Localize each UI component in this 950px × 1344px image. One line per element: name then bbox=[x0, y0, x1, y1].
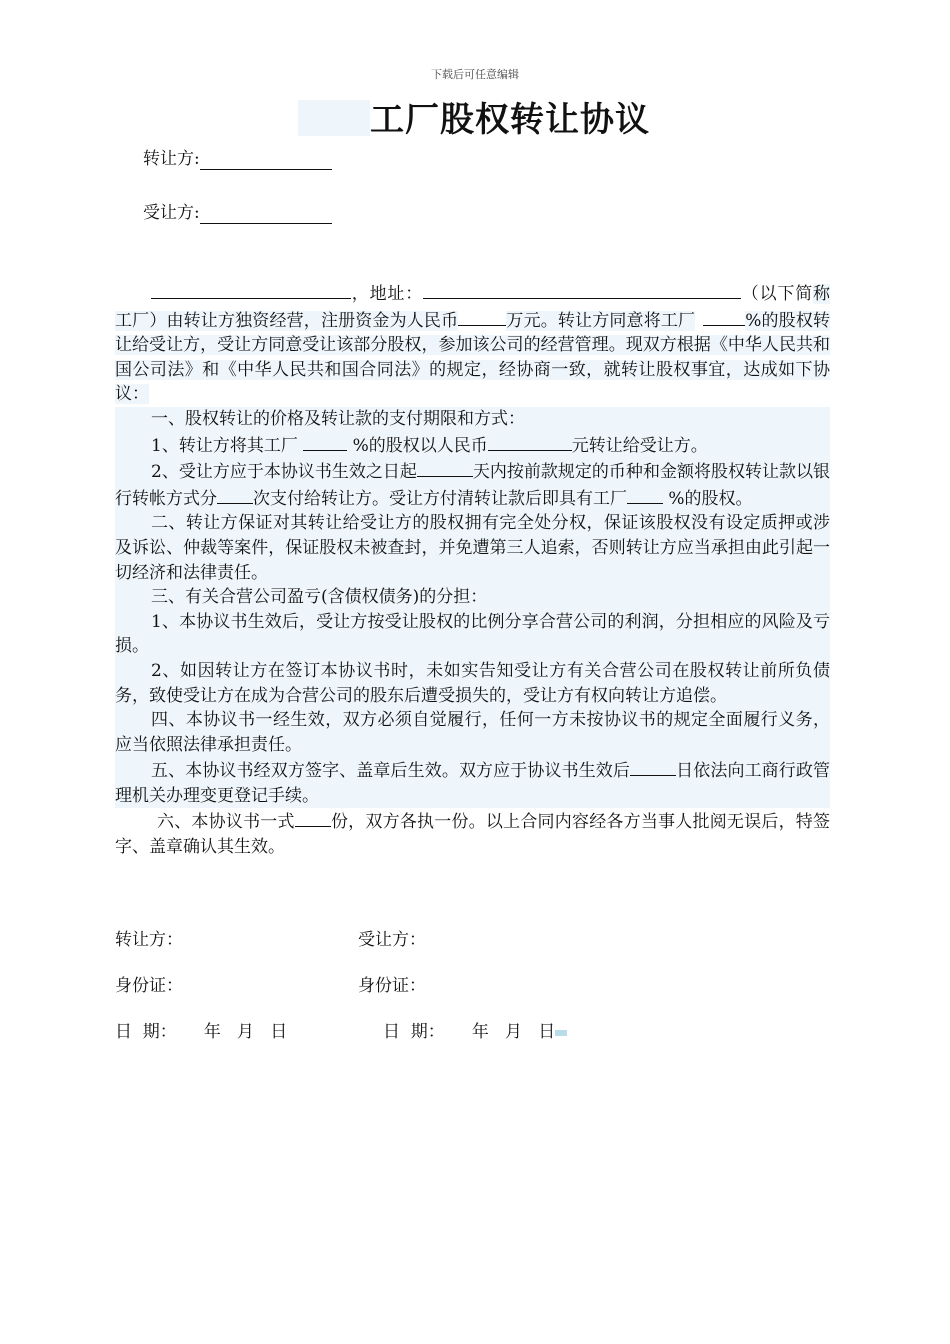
clause-1-2-pct-blank[interactable] bbox=[627, 485, 663, 504]
transferee-blank[interactable] bbox=[200, 205, 332, 224]
clause-6-a: 六、本协议书一式 bbox=[157, 812, 295, 833]
header-note: 下载后可任意编辑 bbox=[431, 68, 519, 81]
sig-transferor: 转让方： bbox=[115, 930, 183, 950]
title-block bbox=[298, 100, 650, 140]
clause-1-1-b: %的股权以人民币 bbox=[352, 435, 488, 456]
clause-1-1-price-blank[interactable] bbox=[488, 432, 572, 451]
transferor-label: 转让方: bbox=[143, 149, 200, 169]
sig-date-right-text: 日 期： 年 月 日 bbox=[383, 1022, 556, 1042]
clause-1-1 bbox=[115, 432, 830, 459]
clause-1-2 bbox=[115, 458, 830, 511]
address-blank[interactable] bbox=[423, 280, 741, 299]
agreement-body bbox=[115, 280, 830, 860]
clause-1-1-a: 1、转让方将其工厂 bbox=[151, 435, 298, 456]
clause-6-b: 份，双方各执一份。以上合同内容经各方当事人批阅无误后，特签字、盖章确认其生效。 bbox=[115, 812, 831, 858]
clause-5-b: 日依法向工商行政管理机关办理变更登记手续。 bbox=[115, 761, 831, 806]
clause-6 bbox=[115, 808, 830, 859]
clause-2: 二、转让方保证对其转让给受让方的股权拥有完全处分权，保证该股权没有设定质押或涉及诉讼、仲裁等案件，保证股权未被查封，并免遭第三人追索，否则转让方应当承担由此引起一切经济和法律责任。 bbox=[115, 511, 830, 585]
clause-1-1-pct-blank[interactable] bbox=[303, 432, 347, 451]
intro-capital: 称工厂）由转让方独资经营，注册资金为人民币 bbox=[115, 284, 830, 331]
sig-id-right: 身份证： bbox=[358, 976, 426, 996]
clause-5 bbox=[115, 757, 830, 808]
clause-1-2-a: 2、受让方应于本协议书生效之日起 bbox=[151, 462, 417, 483]
clause-3-1: 1、本协议书生效后，受让方按受让股权的比例分享合营公司的利润，分担相应的风险及亏损。 bbox=[115, 610, 830, 659]
clause-3-2: 2、如因转让方在签订本协议书时，未如实告知受让方有关合营公司在股权转让前所负债务，致使受让方在成为合营公司的股东后遭受损失的，受让方有权向转让方追偿。 bbox=[115, 659, 830, 708]
sig-id-left: 身份证： bbox=[115, 976, 183, 996]
transferor-line bbox=[143, 148, 332, 170]
transferor-blank[interactable] bbox=[200, 151, 332, 170]
clause-4: 四、本协议书一经生效，双方必须自觉履行，任何一方未按协议书的规定全面履行义务，应当依照法律承担责任。 bbox=[115, 708, 830, 757]
percent-blank[interactable] bbox=[703, 307, 745, 326]
intro-percent: %的股权转让给受让方，受让方同意受让该部分股权，参加该公司的经营管理。现双方根据《中华人民共和国公司法》和《中华人民共和国合同法》的规定，经协商一致，就转让股权事宜，达成如下协议： bbox=[115, 310, 831, 405]
clause-3-title: 三、有关合营公司盈亏(含债权债务)的分担： bbox=[115, 585, 830, 610]
clause-1-1-c: 元转让给受让方。 bbox=[571, 435, 708, 456]
clause-6-copies-blank[interactable] bbox=[295, 808, 331, 827]
intro-paragraph bbox=[115, 280, 830, 407]
transferee-line bbox=[143, 202, 332, 224]
clause-1-2-days-blank[interactable] bbox=[417, 458, 473, 477]
sig-date-left: 日 期： 年 月 日 bbox=[115, 1022, 288, 1042]
cursor-mark bbox=[555, 1030, 567, 1036]
transferee-label: 受让方: bbox=[143, 203, 200, 223]
clause-1-title: 一、股权转让的价格及转让款的支付期限和方式： bbox=[115, 407, 830, 432]
title-highlight bbox=[298, 100, 370, 136]
clause-1-2-times-blank[interactable] bbox=[217, 485, 253, 504]
clause-5-a: 五、本协议书经双方签字、盖章后生效。双方应于协议书生效后 bbox=[151, 761, 631, 782]
address-label: ，地址： bbox=[351, 284, 423, 304]
intro-unit: 万元。转让方同意将工厂 bbox=[506, 310, 696, 331]
sig-date-right bbox=[383, 1021, 567, 1043]
clause-1-2-d: %的股权。 bbox=[668, 488, 753, 509]
clause-1-2-b: 天内按前款规定的币种和金额将股权转让款以银行转帐方式分 bbox=[115, 462, 830, 509]
clause-1-2-c: 次支付给转让方。受让方付清转让款后即具有工厂 bbox=[253, 488, 627, 509]
capital-blank[interactable] bbox=[458, 307, 506, 326]
clause-5-days-blank[interactable] bbox=[630, 757, 676, 776]
company-name-blank[interactable] bbox=[151, 280, 351, 299]
sig-transferee: 受让方： bbox=[358, 930, 426, 950]
intro-tail: （以下简 bbox=[741, 284, 813, 304]
document-title: 工厂股权转让协议 bbox=[370, 100, 650, 140]
